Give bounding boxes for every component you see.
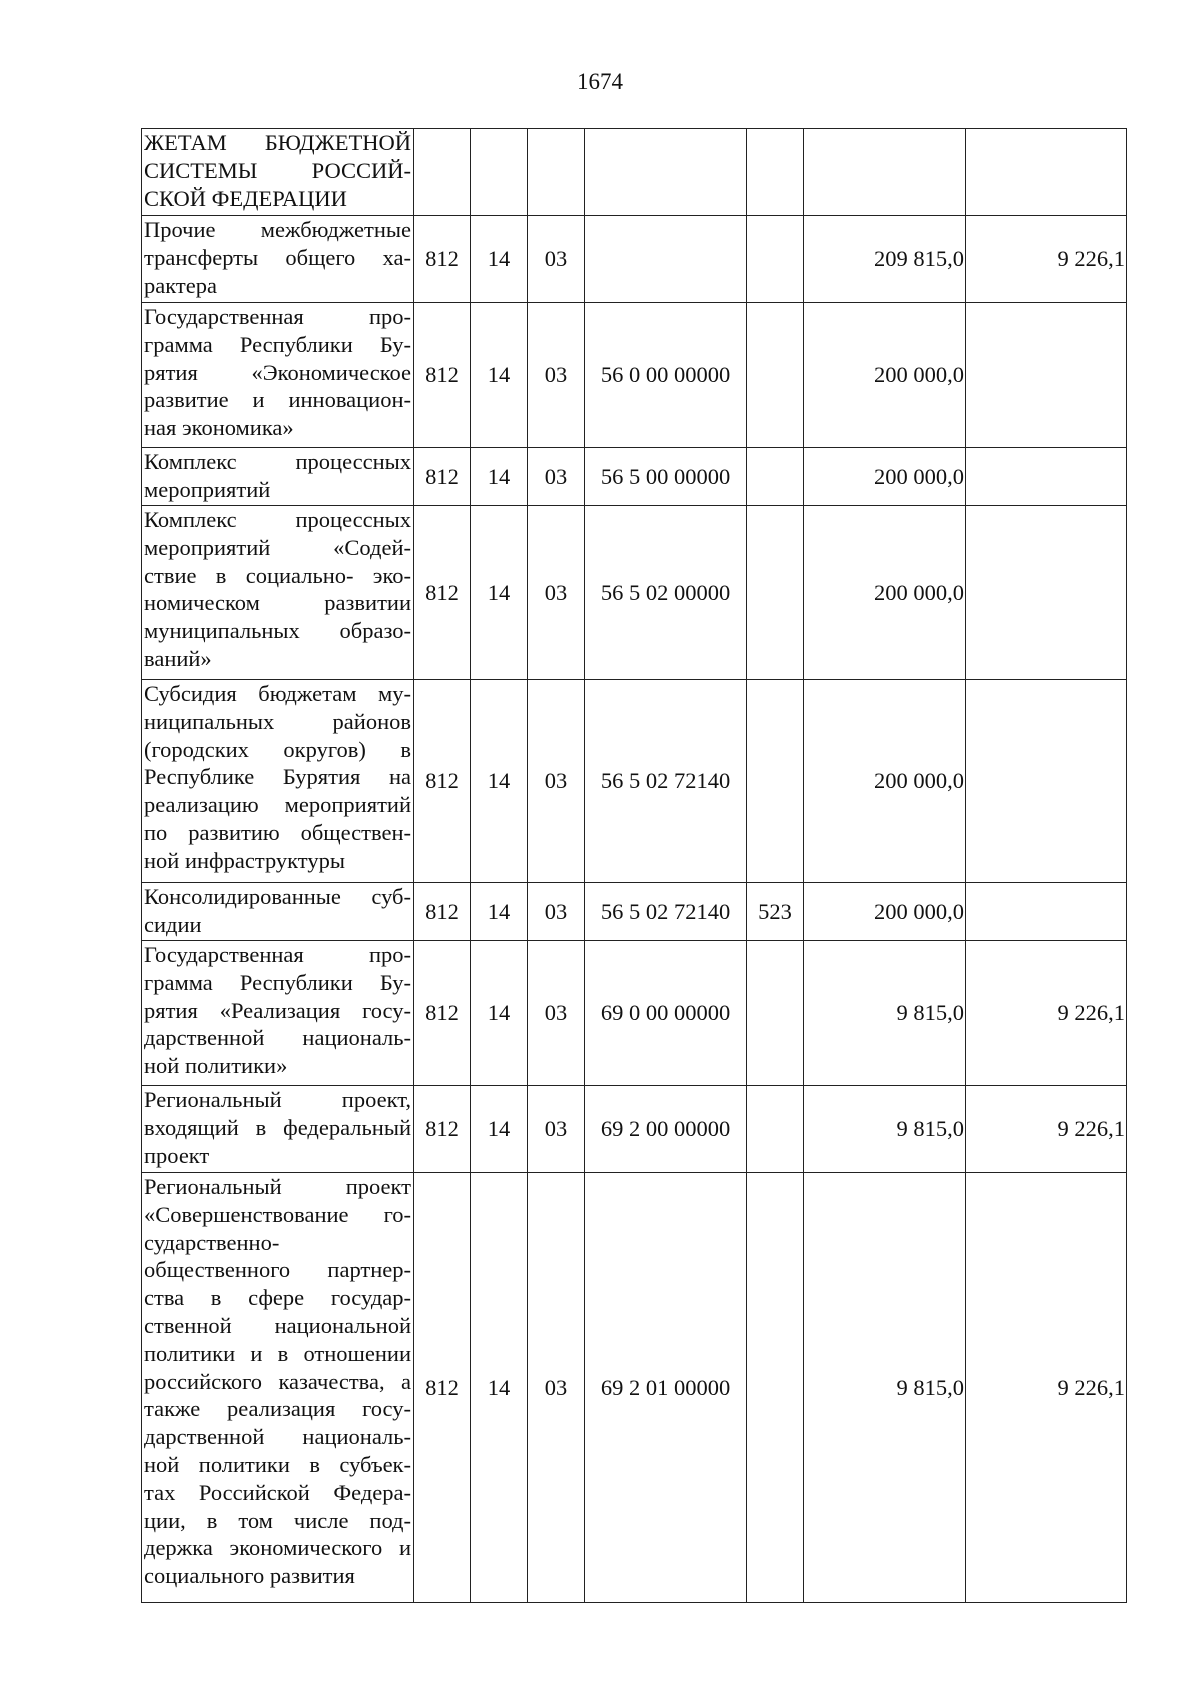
target-item-code-cell <box>585 216 747 303</box>
section-code-cell: 14 <box>471 1086 528 1173</box>
item-name-cell <box>142 680 414 883</box>
item-name-line: проект <box>144 1142 210 1168</box>
item-name-line: ЖЕТАМ БЮДЖЕТНОЙ <box>144 130 411 155</box>
item-name-line: дарственной националь- <box>144 1424 411 1450</box>
table-row <box>142 941 1127 1086</box>
section-code-cell: 14 <box>471 506 528 680</box>
item-name-cell <box>142 506 414 680</box>
amount-1-cell: 9 815,0 <box>804 1173 966 1603</box>
subsection-code-cell: 03 <box>528 883 585 941</box>
subsection-code-cell: 03 <box>528 303 585 448</box>
item-name-line: ниципальных районов <box>144 708 411 734</box>
ved-code-cell: 812 <box>414 506 471 680</box>
target-item-code-cell: 56 5 02 72140 <box>585 680 747 883</box>
amount-2-cell <box>966 129 1127 216</box>
amount-2-cell <box>966 883 1127 941</box>
section-code-cell: 14 <box>471 941 528 1086</box>
expense-type-code-cell <box>747 448 804 506</box>
table-body <box>142 129 1127 1603</box>
item-name-line: также реализация госу- <box>144 1396 411 1422</box>
amount-2-cell: 9 226,1 <box>966 1086 1127 1173</box>
item-name-line: грамма Республики Бу- <box>144 969 411 995</box>
item-name-line: российского казачества, а <box>144 1368 411 1394</box>
table-row <box>142 883 1127 941</box>
table-row <box>142 1173 1127 1603</box>
item-name-line: СИСТЕМЫ РОССИЙ- <box>144 157 411 183</box>
item-name-line: реализацию мероприятий <box>144 792 411 818</box>
item-name-line: входящий в федеральный <box>144 1114 411 1140</box>
ved-code-cell: 812 <box>414 216 471 303</box>
subsection-code-cell: 03 <box>528 941 585 1086</box>
subsection-code-cell <box>528 129 585 216</box>
expense-type-code-cell: 523 <box>747 883 804 941</box>
target-item-code-cell <box>585 129 747 216</box>
section-code-cell: 14 <box>471 303 528 448</box>
amount-1-cell: 209 815,0 <box>804 216 966 303</box>
item-name-line: СКОЙ ФЕДЕРАЦИИ <box>144 185 347 211</box>
target-item-code-cell: 69 2 01 00000 <box>585 1173 747 1603</box>
item-name-line: ной политики» <box>144 1053 288 1079</box>
table-row <box>142 129 1127 216</box>
amount-1-cell: 9 815,0 <box>804 1086 966 1173</box>
item-name-line: мероприятий <box>144 476 271 502</box>
amount-1-cell: 200 000,0 <box>804 680 966 883</box>
item-name-line: Комплекс процессных <box>144 507 411 532</box>
amount-2-cell: 9 226,1 <box>966 1173 1127 1603</box>
table-row <box>142 303 1127 448</box>
target-item-code-cell: 56 5 00 00000 <box>585 448 747 506</box>
item-name-line: Комплекс процессных <box>144 449 411 474</box>
item-name-line: политики и в отношении <box>144 1340 411 1366</box>
item-name-line: номическом развитии <box>144 590 411 616</box>
expense-type-code-cell <box>747 1173 804 1603</box>
item-name-line: ственной национальной <box>144 1312 411 1338</box>
item-name-line: ной инфраструктуры <box>144 847 345 873</box>
section-code-cell <box>471 129 528 216</box>
expense-type-code-cell <box>747 506 804 680</box>
amount-1-cell: 200 000,0 <box>804 303 966 448</box>
ved-code-cell: 812 <box>414 1086 471 1173</box>
item-name-cell <box>142 941 414 1086</box>
item-name-cell <box>142 1173 414 1603</box>
table-row <box>142 448 1127 506</box>
item-name-line: сударственно- <box>144 1229 280 1255</box>
expense-type-code-cell <box>747 1086 804 1173</box>
ved-code-cell: 812 <box>414 448 471 506</box>
item-name-line: ции, в том числе под- <box>144 1507 411 1533</box>
item-name-line: (городских округов) в <box>144 736 411 762</box>
expense-type-code-cell <box>747 680 804 883</box>
item-name-line: ствие в социально- эко- <box>144 562 411 588</box>
ved-code-cell: 812 <box>414 1173 471 1603</box>
section-code-cell: 14 <box>471 216 528 303</box>
item-name-line: общественного партнер- <box>144 1257 411 1283</box>
item-name-line: «Совершенствование го- <box>144 1201 411 1227</box>
item-name-line: трансферты общего ха- <box>144 244 411 270</box>
item-name-line: рактера <box>144 272 217 298</box>
item-name-cell <box>142 1086 414 1173</box>
item-name-line: сидии <box>144 911 202 937</box>
item-name-line: развитие и инновацион- <box>144 387 411 413</box>
amount-2-cell: 9 226,1 <box>966 941 1127 1086</box>
item-name-line: Региональный проект <box>144 1174 411 1199</box>
target-item-code-cell: 69 2 00 00000 <box>585 1086 747 1173</box>
expense-type-code-cell <box>747 129 804 216</box>
expense-type-code-cell <box>747 216 804 303</box>
item-name-cell <box>142 448 414 506</box>
amount-1-cell: 200 000,0 <box>804 883 966 941</box>
ved-code-cell <box>414 129 471 216</box>
subsection-code-cell: 03 <box>528 680 585 883</box>
table-row <box>142 216 1127 303</box>
item-name-cell <box>142 216 414 303</box>
subsection-code-cell: 03 <box>528 506 585 680</box>
item-name-line: тах Российской Федера- <box>144 1479 411 1505</box>
item-name-line: грамма Республики Бу- <box>144 331 411 357</box>
item-name-line: Прочие межбюджетные <box>144 217 411 242</box>
item-name-line: держка экономического и <box>144 1535 411 1561</box>
expense-type-code-cell <box>747 941 804 1086</box>
item-name-cell <box>142 883 414 941</box>
amount-1-cell: 200 000,0 <box>804 448 966 506</box>
amount-1-cell <box>804 129 966 216</box>
amount-1-cell: 200 000,0 <box>804 506 966 680</box>
table-row <box>142 1086 1127 1173</box>
ved-code-cell: 812 <box>414 941 471 1086</box>
item-name-cell <box>142 303 414 448</box>
item-name-line: Государственная про- <box>144 304 411 329</box>
amount-2-cell <box>966 448 1127 506</box>
item-name-line: Региональный проект, <box>144 1087 411 1112</box>
item-name-line: муниципальных образо- <box>144 618 411 644</box>
target-item-code-cell: 56 0 00 00000 <box>585 303 747 448</box>
amount-1-cell: 9 815,0 <box>804 941 966 1086</box>
amount-2-cell <box>966 303 1127 448</box>
item-name-line: дарственной националь- <box>144 1025 411 1051</box>
item-name-line: Консолидированные суб- <box>144 884 411 909</box>
table-row <box>142 506 1127 680</box>
budget-table <box>141 128 1127 1603</box>
section-code-cell: 14 <box>471 448 528 506</box>
page-number: 1674 <box>577 69 623 94</box>
section-code-cell: 14 <box>471 680 528 883</box>
item-name-cell <box>142 129 414 216</box>
item-name-line: Государственная про- <box>144 942 411 967</box>
amount-2-cell: 9 226,1 <box>966 216 1127 303</box>
item-name-line: Республике Бурятия на <box>144 764 411 790</box>
section-code-cell: 14 <box>471 883 528 941</box>
subsection-code-cell: 03 <box>528 216 585 303</box>
subsection-code-cell: 03 <box>528 1086 585 1173</box>
item-name-line: рятия «Экономическое <box>144 359 411 385</box>
item-name-line: ная экономика» <box>144 415 294 441</box>
amount-2-cell <box>966 506 1127 680</box>
item-name-line: социального развития <box>144 1563 355 1589</box>
ved-code-cell: 812 <box>414 883 471 941</box>
item-name-line: рятия «Реализация госу- <box>144 997 411 1023</box>
ved-code-cell: 812 <box>414 303 471 448</box>
subsection-code-cell: 03 <box>528 1173 585 1603</box>
item-name-line: ной политики в субъек- <box>144 1451 411 1477</box>
item-name-line: мероприятий «Содей- <box>144 534 411 560</box>
item-name-line: ства в сфере государ- <box>144 1285 411 1311</box>
target-item-code-cell: 56 5 02 00000 <box>585 506 747 680</box>
item-name-line: ваний» <box>144 645 212 671</box>
target-item-code-cell: 56 5 02 72140 <box>585 883 747 941</box>
subsection-code-cell: 03 <box>528 448 585 506</box>
expense-type-code-cell <box>747 303 804 448</box>
amount-2-cell <box>966 680 1127 883</box>
section-code-cell: 14 <box>471 1173 528 1603</box>
ved-code-cell: 812 <box>414 680 471 883</box>
item-name-line: Субсидия бюджетам му- <box>144 681 411 706</box>
item-name-line: по развитию обществен- <box>144 819 411 845</box>
table-row <box>142 680 1127 883</box>
target-item-code-cell: 69 0 00 00000 <box>585 941 747 1086</box>
